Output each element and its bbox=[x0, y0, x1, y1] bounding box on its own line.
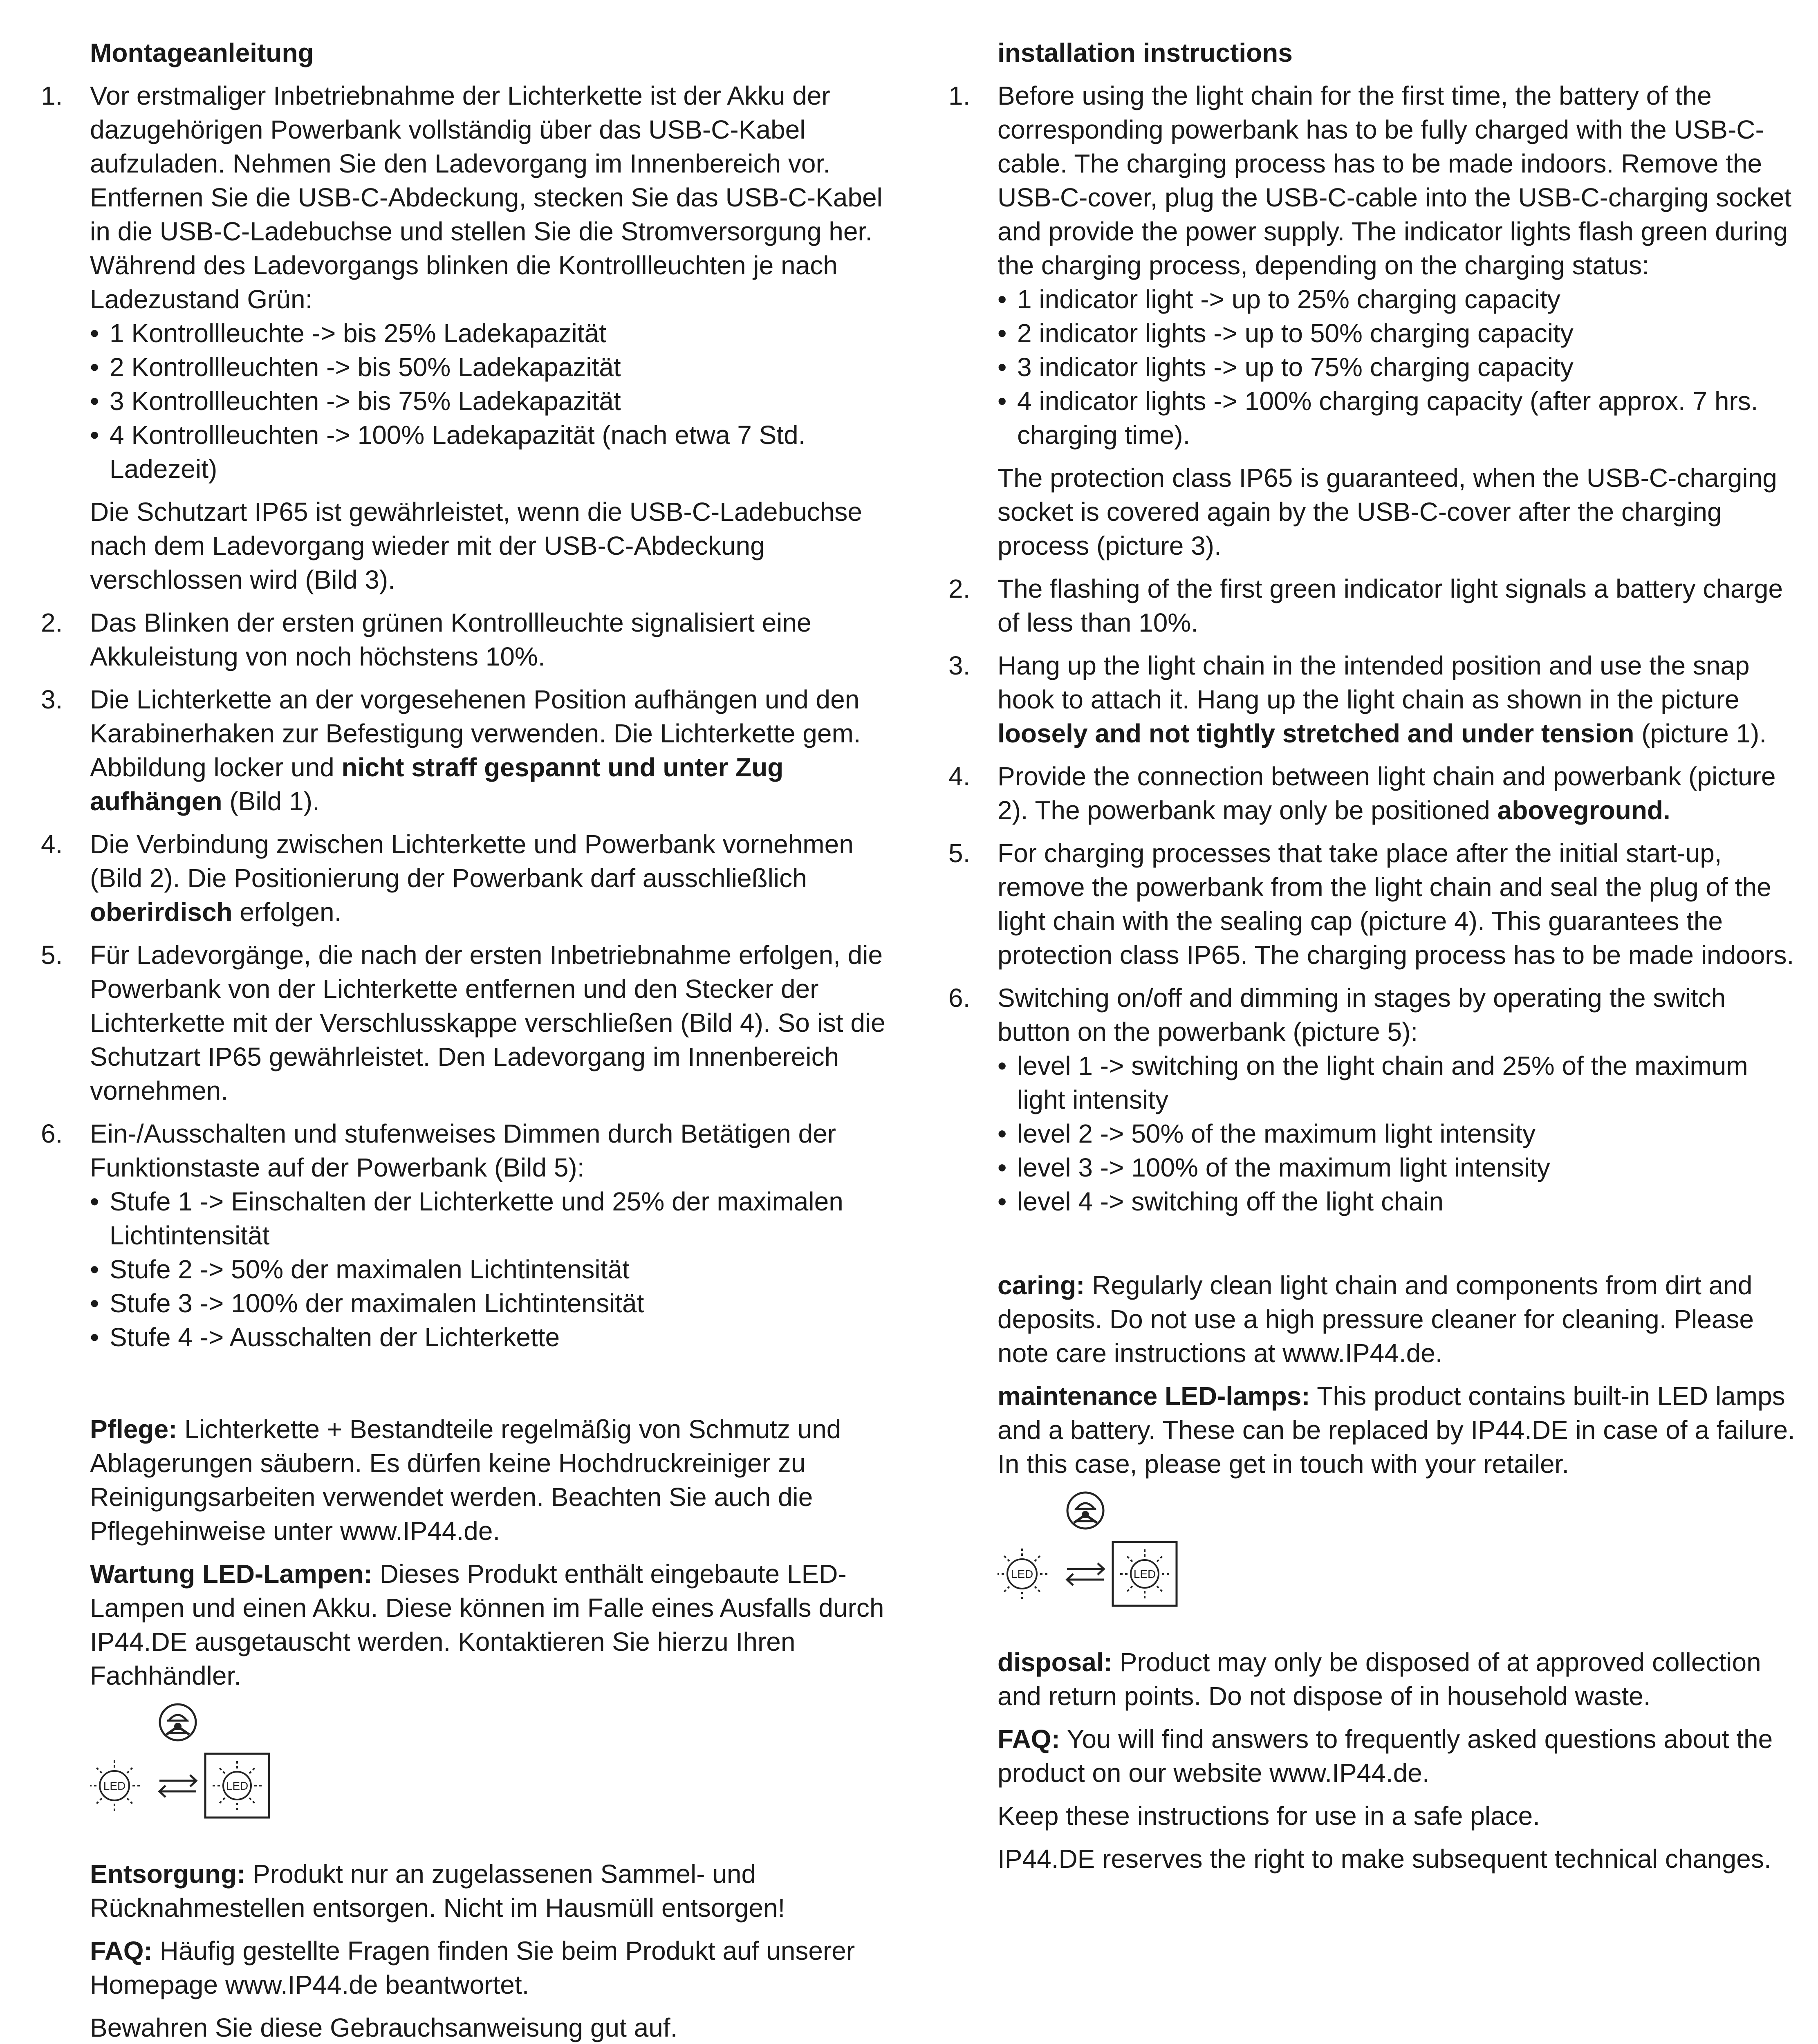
bullet-text: Stufe 2 -> 50% der maximalen Lichtintensität bbox=[110, 1255, 630, 1284]
bullet-text: 2 Kontrollleuchten -> bis 50% Ladekapazität bbox=[110, 352, 621, 382]
steps-list-de bbox=[41, 79, 891, 1354]
bullet-item bbox=[998, 1151, 1799, 1185]
step-4-en bbox=[948, 760, 1799, 827]
bullet-dot: • bbox=[90, 1255, 99, 1284]
led-swap-icon bbox=[998, 1490, 1210, 1621]
disposal-paragraph-de bbox=[90, 1857, 891, 1925]
bullet-item bbox=[998, 384, 1799, 452]
disposal-paragraph-en bbox=[998, 1645, 1799, 1713]
step-number: 4. bbox=[948, 762, 971, 791]
bullet-text: level 1 -> switching on the light chain and 25% of the maximum light intensity bbox=[1017, 1051, 1748, 1114]
english-column bbox=[948, 36, 1799, 1885]
technician-icon bbox=[1067, 1493, 1103, 1529]
step-number: 5. bbox=[948, 838, 971, 868]
bullet-item bbox=[998, 1117, 1799, 1151]
disposal-text: Produkt nur an zugelassenen Sammel- und Rücknahmestellen entsorgen. Nicht im Hausmüll entsorgen! bbox=[90, 1859, 785, 1923]
dimming-levels-de bbox=[90, 1185, 891, 1354]
bullet-text: 3 Kontrollleuchten -> bis 75% Ladekapazität bbox=[110, 386, 621, 416]
disposal-label: disposal: bbox=[998, 1647, 1112, 1677]
step-number: 2. bbox=[41, 608, 63, 637]
step-1-de bbox=[41, 79, 891, 597]
rights-notice-en: IP44.DE reserves the right to make subsequent technical changes. bbox=[998, 1844, 1771, 1874]
step-number: 1. bbox=[948, 81, 971, 110]
step-2-de bbox=[41, 606, 891, 674]
bullet-dot: • bbox=[998, 318, 1007, 348]
faq-paragraph-en bbox=[998, 1722, 1799, 1790]
bullet-item bbox=[90, 1320, 891, 1354]
step-1-en bbox=[948, 79, 1799, 563]
step-note: The protection class IP65 is guaranteed, when the USB-C-charging socket is covered again by the USB-C-cover after the charging process (picture 3). bbox=[998, 463, 1777, 560]
step-text: Switching on/off and dimming in stages by operating the switch button on the powerbank (picture 5): bbox=[998, 983, 1726, 1047]
bullet-dot: • bbox=[998, 1153, 1007, 1182]
bullet-dot: • bbox=[998, 1051, 1007, 1080]
bullet-dot: • bbox=[998, 386, 1007, 416]
keep-instructions-de: Bewahren Sie diese Gebrauchsanweisung gut auf. bbox=[90, 2013, 678, 2042]
bullet-text: Stufe 1 -> Einschalten der Lichterkette und 25% der maximalen Lichtintensität bbox=[110, 1187, 843, 1250]
care-label: caring: bbox=[998, 1271, 1085, 1300]
bullet-dot: • bbox=[998, 285, 1007, 314]
led-bulb-boxed-icon bbox=[1113, 1542, 1177, 1606]
step-text: Ein-/Ausschalten und stufenweises Dimmen durch Betätigen der Funktionstaste auf der Powerbank (Bild 5): bbox=[90, 1119, 836, 1182]
bullet-item bbox=[90, 316, 891, 350]
step-text: Before using the light chain for the first time, the battery of the corresponding powerbank has to be fully charged with the USB-C-cable. The charging process has to be made indoors. Remove the USB-C-cover, plug the USB-C-cable into the USB-C-charging socket and provide the power supply. The indicator lights flash green during the charging process, depending on the charging status: bbox=[998, 81, 1792, 280]
step-text: Für Ladevorgänge, die nach der ersten Inbetriebnahme erfolgen, die Powerbank von der Lichterkette entfernen und den Stecker der Lichterkette mit der Verschlusskappe verschließen (Bild 4). So ist die Schutzart IP65 gewährleistet. Den Ladevorgang im Innenbereich vornehmen. bbox=[90, 940, 885, 1105]
bullet-dot: • bbox=[90, 1322, 99, 1352]
care-paragraph-de bbox=[90, 1412, 891, 1548]
step-3-en bbox=[948, 649, 1799, 751]
step-4-de bbox=[41, 827, 891, 929]
bullet-text: 1 indicator light -> up to 25% charging capacity bbox=[1017, 285, 1560, 314]
led-replacement-pictogram-en bbox=[998, 1490, 1210, 1621]
bullet-dot: • bbox=[90, 1289, 99, 1318]
step-text-part: erfolgen. bbox=[232, 897, 342, 927]
bullet-item bbox=[998, 350, 1799, 384]
bullet-item bbox=[998, 1049, 1799, 1117]
charge-levels-de bbox=[90, 316, 891, 486]
maintenance-label: Wartung LED-Lampen: bbox=[90, 1559, 372, 1589]
keep-instructions-en: Keep these instructions for use in a safe place. bbox=[998, 1801, 1540, 1831]
step-5-de bbox=[41, 938, 891, 1108]
bullet-text: 3 indicator lights -> up to 75% charging capacity bbox=[1017, 352, 1574, 382]
step-number: 4. bbox=[41, 829, 63, 859]
step-text-part: Provide the connection between light chain and powerbank (picture 2). The powerbank may only be positioned bbox=[998, 762, 1776, 825]
maintenance-text: This product contains built-in LED lamps and a battery. These can be replaced by IP44.DE in case of a failure. In this case, please get in touch with your retailer. bbox=[998, 1381, 1795, 1479]
step-text-part: Die Verbindung zwischen Lichterkette und Powerbank vornehmen (Bild 2). Die Positionierung der Powerbank darf ausschließlich bbox=[90, 829, 854, 893]
step-number: 3. bbox=[948, 651, 971, 680]
step-text bbox=[90, 827, 891, 929]
bullet-text: level 3 -> 100% of the maximum light intensity bbox=[1017, 1153, 1550, 1182]
step-6-en bbox=[948, 981, 1799, 1219]
led-label: LED bbox=[103, 1780, 126, 1792]
bullet-text: 4 indicator lights -> 100% charging capacity (after approx. 7 hrs. charging time). bbox=[1017, 386, 1758, 450]
bullet-text: level 2 -> 50% of the maximum light intensity bbox=[1017, 1119, 1536, 1148]
step-6-de bbox=[41, 1117, 891, 1354]
dimming-levels-en bbox=[998, 1049, 1799, 1219]
care-paragraph-en bbox=[998, 1269, 1799, 1370]
bullet-dot: • bbox=[90, 386, 99, 416]
step-note: Die Schutzart IP65 ist gewährleistet, wenn die USB-C-Ladebuchse nach dem Ladevorgang wieder mit der USB-C-Abdeckung verschlossen wird (Bild 3). bbox=[90, 497, 862, 594]
swap-arrows-icon bbox=[1067, 1563, 1104, 1585]
step-text-part: (Bild 1). bbox=[222, 787, 320, 816]
swap-arrows-icon bbox=[159, 1775, 196, 1797]
step-number: 1. bbox=[41, 81, 63, 110]
led-label: LED bbox=[1011, 1568, 1033, 1580]
bullet-item bbox=[998, 1185, 1799, 1219]
disposal-label: Entsorgung: bbox=[90, 1859, 246, 1889]
bullet-text: 1 Kontrollleuchte -> bis 25% Ladekapazität bbox=[110, 318, 606, 348]
bullet-text: Stufe 4 -> Ausschalten der Lichterkette bbox=[110, 1322, 560, 1352]
step-text bbox=[998, 649, 1799, 751]
step-3-de bbox=[41, 683, 891, 818]
faq-text: You will find answers to frequently asked questions about the product on our website www.IP44.de. bbox=[998, 1724, 1773, 1788]
bullet-item bbox=[90, 1253, 891, 1286]
charge-levels-en bbox=[998, 282, 1799, 452]
step-text-bold: loosely and not tightly stretched and under tension bbox=[998, 719, 1634, 748]
step-text: For charging processes that take place after the initial start-up, remove the powerbank from the light chain and seal the plug of the light chain with the sealing cap (picture 4). This guarantees the protection class IP65. The charging process has to be made indoors. bbox=[998, 838, 1794, 970]
bullet-item bbox=[90, 1286, 891, 1320]
step-5-en bbox=[948, 836, 1799, 972]
bullet-text: level 4 -> switching off the light chain bbox=[1017, 1187, 1444, 1216]
maintenance-paragraph-en bbox=[998, 1379, 1799, 1481]
led-bulb-boxed-icon bbox=[205, 1754, 269, 1818]
step-number: 3. bbox=[41, 685, 63, 714]
bullet-dot: • bbox=[998, 1119, 1007, 1148]
maintenance-paragraph-de bbox=[90, 1557, 891, 1693]
step-text: The flashing of the first green indicator light signals a battery charge of less than 10%. bbox=[998, 574, 1783, 637]
faq-text: Häufig gestellte Fragen finden Sie beim Produkt auf unserer Homepage www.IP44.de beantwortet. bbox=[90, 1936, 855, 1999]
care-label: Pflege: bbox=[90, 1414, 177, 1444]
faq-label: FAQ: bbox=[998, 1724, 1060, 1754]
step-text bbox=[998, 760, 1799, 827]
bullet-item bbox=[998, 282, 1799, 316]
maintenance-label: maintenance LED-lamps: bbox=[998, 1381, 1310, 1411]
bullet-item bbox=[90, 384, 891, 418]
led-label: LED bbox=[1133, 1568, 1156, 1580]
bullet-item bbox=[998, 316, 1799, 350]
maintenance-text: Dieses Produkt enthält eingebaute LED-Lampen und einen Akku. Diese können im Falle eines Ausfalls durch IP44.DE ausgetauscht werden. Kontaktieren Sie hierzu Ihren Fachhändler. bbox=[90, 1559, 884, 1690]
step-text-part: (picture 1). bbox=[1634, 719, 1767, 748]
german-column bbox=[41, 36, 891, 2044]
step-number: 5. bbox=[41, 940, 63, 970]
bullet-dot: • bbox=[998, 1187, 1007, 1216]
step-2-en bbox=[948, 572, 1799, 640]
step-text-bold: nicht straff gespannt und unter Zug aufhängen bbox=[90, 753, 784, 816]
bullet-dot: • bbox=[90, 420, 99, 450]
bullet-text: 4 Kontrollleuchten -> 100% Ladekapazität (nach etwa 7 Std. Ladezeit) bbox=[110, 420, 806, 484]
step-text: Das Blinken der ersten grünen Kontrollleuchte signalisiert eine Akkuleistung von noch höchstens 10%. bbox=[90, 608, 811, 671]
bullet-text: 2 indicator lights -> up to 50% charging capacity bbox=[1017, 318, 1574, 348]
steps-list-en bbox=[948, 79, 1799, 1219]
led-replacement-pictogram-de bbox=[90, 1702, 303, 1833]
care-text: Regularly clean light chain and components from dirt and deposits. Do not use a high pressure cleaner for cleaning. Please note care instructions at www.IP44.de. bbox=[998, 1271, 1754, 1368]
disposal-text: Product may only be disposed of at approved collection and return points. Do not dispose of in household waste. bbox=[998, 1647, 1761, 1711]
bullet-text: Stufe 3 -> 100% der maximalen Lichtintensität bbox=[110, 1289, 644, 1318]
step-text bbox=[90, 683, 891, 818]
step-text-bold: oberirdisch bbox=[90, 897, 233, 927]
step-text: Vor erstmaliger Inbetriebnahme der Lichterkette ist der Akku der dazugehörigen Powerbank vollständig über das USB-C-Kabel aufzuladen. Nehmen Sie den Ladevorgang im Innenbereich vor. Entfernen Sie die USB-C-Abdeckung, stecken Sie das USB-C-Kabel in die USB-C-Ladebuchse und stellen Sie die Stromversorgung her. Während des Ladevorgangs blinken die Kontrollleuchten je nach Ladezustand Grün: bbox=[90, 81, 883, 314]
step-text-part: Hang up the light chain in the intended position and use the snap hook to attach it. Hang up the light chain as shown in the picture bbox=[998, 651, 1750, 714]
bullet-dot: • bbox=[90, 1187, 99, 1216]
step-number: 6. bbox=[948, 983, 971, 1013]
page-title-de: Montageanleitung bbox=[90, 38, 314, 67]
bullet-item bbox=[90, 418, 891, 486]
step-number: 6. bbox=[41, 1119, 63, 1148]
page-title-en: installation instructions bbox=[998, 38, 1293, 67]
led-label: LED bbox=[226, 1780, 249, 1792]
step-number: 2. bbox=[948, 574, 971, 603]
faq-paragraph-de bbox=[90, 1934, 891, 2002]
faq-label: FAQ: bbox=[90, 1936, 152, 1966]
bullet-dot: • bbox=[90, 318, 99, 348]
led-bulb-icon bbox=[998, 1549, 1047, 1599]
bullet-item bbox=[90, 1185, 891, 1253]
bullet-dot: • bbox=[998, 352, 1007, 382]
bullet-item bbox=[90, 350, 891, 384]
care-text: Lichterkette + Bestandteile regelmäßig von Schmutz und Ablagerungen säubern. Es dürfen keine Hochdruckreiniger zu Reinigungsarbeiten verwendet werden. Beachten Sie auch die Pflegehinweise unter www.IP44.de. bbox=[90, 1414, 841, 1546]
led-swap-icon bbox=[90, 1702, 303, 1833]
step-text-part: Die Lichterkette an der vorgesehenen Position aufhängen und den Karabinerhaken zur Befestigung verwenden. Die Lichterkette gem. Abbildung locker und bbox=[90, 685, 861, 782]
bullet-dot: • bbox=[90, 352, 99, 382]
step-text-bold: aboveground. bbox=[1497, 796, 1670, 825]
led-bulb-icon bbox=[90, 1760, 140, 1811]
technician-icon bbox=[160, 1704, 196, 1740]
